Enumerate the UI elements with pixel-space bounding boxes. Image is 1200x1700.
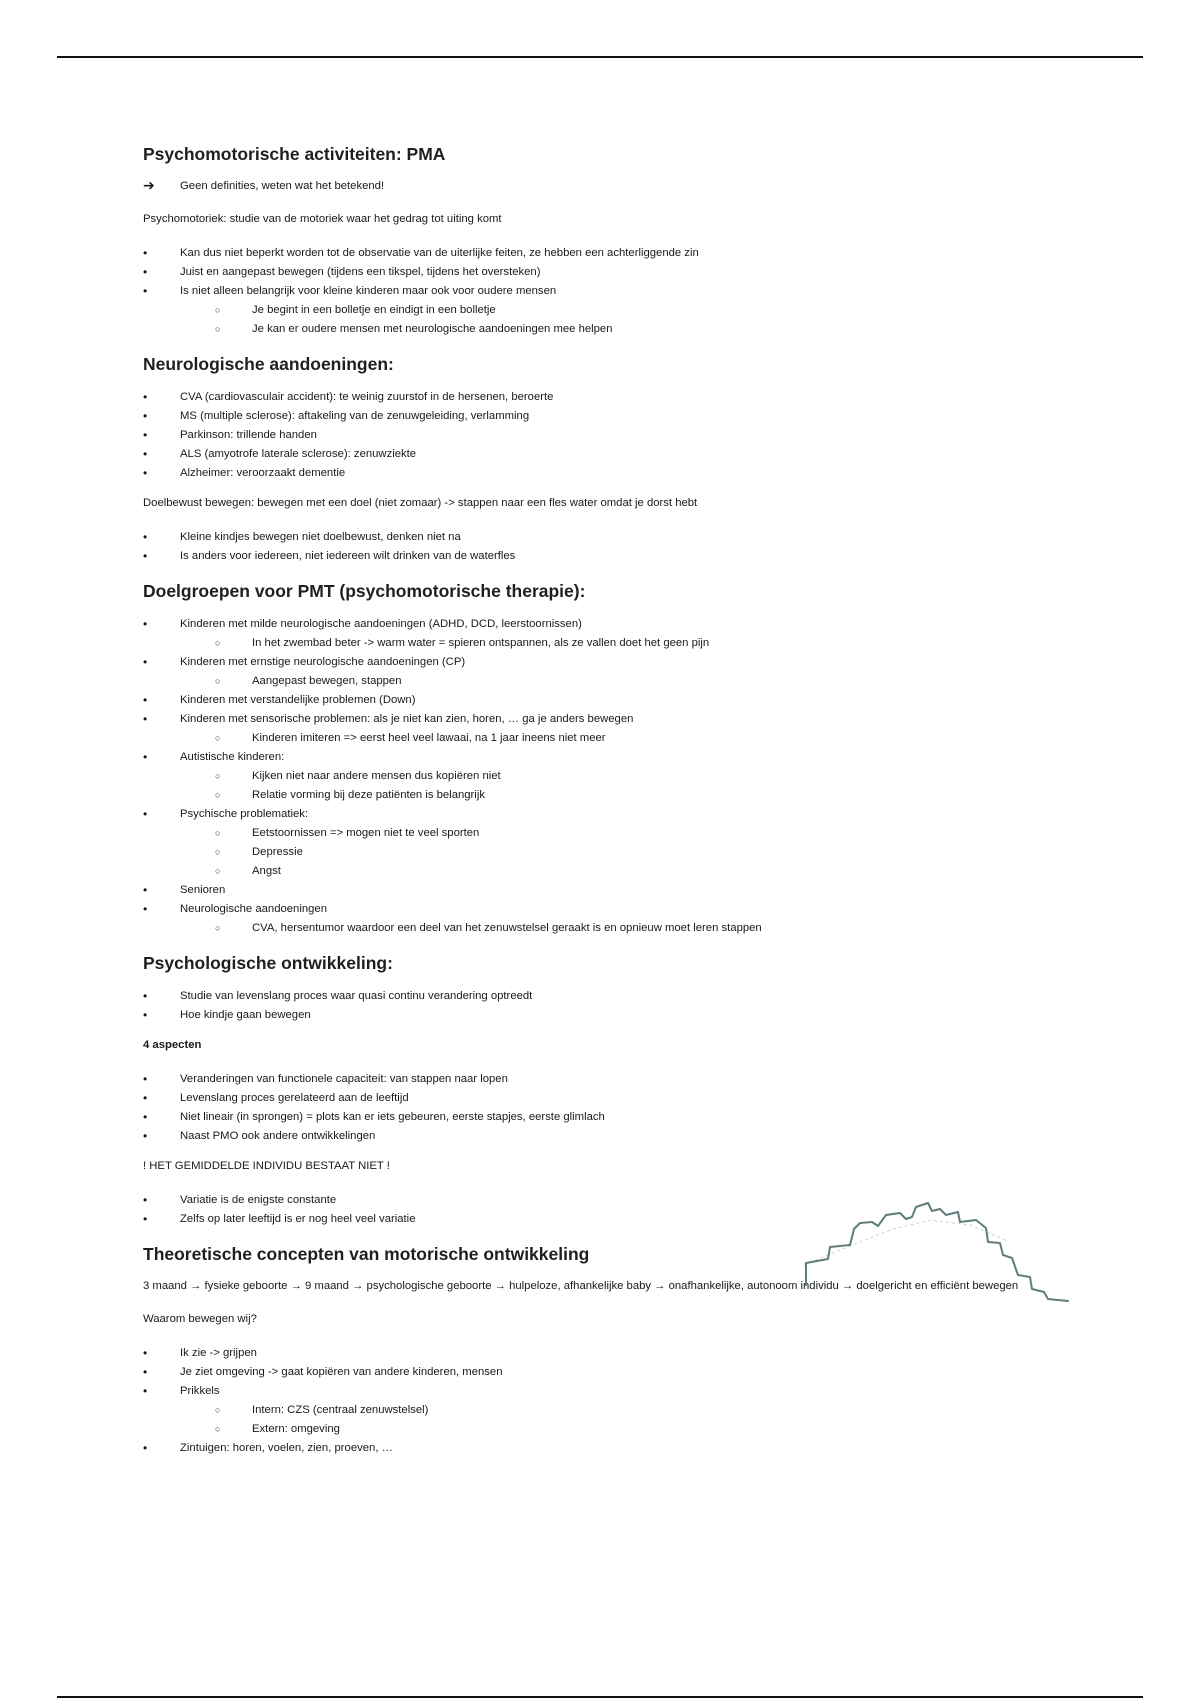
sub-list-item: ○ Intern: CZS (centraal zenuwstelsel) [143, 1401, 1073, 1420]
section-title-psych: Psychologische ontwikkeling: [143, 953, 393, 973]
list-item: • Senioren [143, 881, 1073, 900]
list-item: • Kinderen met verstandelijke problemen (Down) [143, 691, 1073, 710]
pma-bullet-list [143, 244, 1073, 339]
section-title-theory: Theoretische concepten van motorische ontwikkeling [143, 1244, 590, 1264]
list-item: • Variatie is de enigste constante [143, 1191, 1073, 1210]
list-item: • MS (multiple sclerose): aftakeling van de zenuwgeleiding, verlamming [143, 407, 1073, 426]
list-item: • Juist en aangepast bewegen (tijdens een tikspel, tijdens het oversteken) [143, 263, 1073, 282]
list-item: • Levenslang proces gerelateerd aan de leeftijd [143, 1089, 1073, 1108]
goal-definition: Doelbewust bewegen: bewegen met een doel (niet zomaar) -> stappen naar een fles water omdat je dorst hebt [143, 497, 698, 509]
list-item: • Neurologische aandoeningen [143, 900, 1073, 919]
list-item: • Je ziet omgeving -> gaat kopiëren van andere kinderen, mensen [143, 1363, 1073, 1382]
list-item: • Niet lineair (in sprongen) = plots kan er iets gebeuren, eerste stapjes, eerste glimlach [143, 1108, 1073, 1127]
section-title-pma: Psychomotorische activiteiten: PMA [143, 144, 446, 164]
list-item: • CVA (cardiovasculair accident): te weinig zuurstof in de hersenen, beroerte [143, 388, 1073, 407]
list-item: • Kinderen met ernstige neurologische aandoeningen (CP) [143, 653, 1073, 672]
list-item: • Zintuigen: horen, voelen, zien, proeven, … [143, 1439, 1073, 1458]
arrow-note: ➔ Geen definities, weten wat het betekend! [143, 177, 385, 193]
list-item: • Ik zie -> grijpen [143, 1344, 1073, 1363]
sub-list-item: ○ Angst [143, 862, 1073, 881]
pma-definition: Psychomotoriek: studie van de motoriek waar het gedrag tot uiting komt [143, 213, 502, 225]
dashed-trend-line [804, 1220, 1005, 1265]
sub-list-item: ○ Kinderen imiteren => eerst heel veel lawaai, na 1 jaar ineens niet meer [143, 729, 1073, 748]
list-item: • Veranderingen van functionele capaciteit: van stappen naar lopen [143, 1070, 1073, 1089]
list-item: • ALS (amyotrofe laterale sclerose): zenuwziekte [143, 445, 1073, 464]
sub-list-item: ○ Eetstoornissen => mogen niet te veel sporten [143, 824, 1073, 843]
pmt-bullet-list [143, 615, 1073, 938]
list-item: • Kan dus niet beperkt worden tot de observatie van de uiterlijke feiten, ze hebben een achterliggende zin [143, 244, 1073, 263]
sub-list-item: ○ Je kan er oudere mensen met neurologische aandoeningen mee helpen [143, 320, 1073, 339]
list-item: • Hoe kindje gaan bewegen [143, 1006, 1073, 1025]
list-item: • Parkinson: trillende handen [143, 426, 1073, 445]
section-title-pmt: Doelgroepen voor PMT (psychomotorische therapie): [143, 581, 586, 601]
sub-list-item: ○ In het zwembad beter -> warm water = spieren ontspannen, als ze vallen doet het geen pijn [143, 634, 1073, 653]
list-item: • Alzheimer: veroorzaakt dementie [143, 464, 1073, 483]
list-item: • Is niet alleen belangrijk voor kleine kinderen maar ook voor oudere mensen [143, 282, 1073, 301]
goal-bullet-list [143, 528, 1073, 566]
sub-list-item: ○ Extern: omgeving [143, 1420, 1073, 1439]
step-wave-illustration [800, 1195, 1085, 1310]
sub-list-item: ○ Relatie vorming bij deze patiënten is belangrijk [143, 786, 1073, 805]
list-item: • Autistische kinderen: [143, 748, 1073, 767]
psych-bullet-list [143, 987, 1073, 1025]
list-item: • Kinderen met milde neurologische aandoeningen (ADHD, DCD, leerstoornissen) [143, 615, 1073, 634]
list-item: • Psychische problematiek: [143, 805, 1073, 824]
list-item: • Kleine kindjes bewegen niet doelbewust, denken niet na [143, 528, 1073, 547]
sub-list-item: ○ Aangepast bewegen, stappen [143, 672, 1073, 691]
sub-list-item: ○ Je begint in een bolletje en eindigt in een bolletje [143, 301, 1073, 320]
sub-list-item: ○ Kijken niet naar andere mensen dus kopiëren niet [143, 767, 1073, 786]
list-item: • Kinderen met sensorische problemen: als je niet kan zien, horen, … ga je anders bewegen [143, 710, 1073, 729]
list-item: • Zelfs op later leeftijd is er nog heel veel variatie [143, 1210, 1073, 1229]
list-item: • Naast PMO ook andere ontwikkelingen [143, 1127, 1073, 1146]
sub-list-item: ○ CVA, hersentumor waardoor een deel van het zenuwstelsel geraakt is en opnieuw moet leren stappen [143, 919, 1073, 938]
list-item: • Studie van levenslang proces waar quasi continu verandering optreedt [143, 987, 1073, 1006]
sub-list-item: ○ Depressie [143, 843, 1073, 862]
theory-bullet-list [143, 1344, 1073, 1458]
aspects-label: 4 aspecten [143, 1039, 202, 1051]
development-sequence: 3 maand → fysieke geboorte → 9 maand → psychologische geboorte → hulpeloze, afhankelijke baby → onafhankelijke, autonoom individu → doelgericht en efficiënt bewegen [143, 1280, 1019, 1292]
footer-rule [57, 1696, 1143, 1698]
list-item: • Is anders voor iedereen, niet iedereen wilt drinken van de waterfles [143, 547, 1073, 566]
aspects-list [143, 1070, 1073, 1146]
section-title-neuro: Neurologische aandoeningen: [143, 354, 394, 374]
notice-text: ! HET GEMIDDELDE INDIVIDU BESTAAT NIET ! [143, 1160, 390, 1172]
question-text: Waarom bewegen wij? [143, 1313, 257, 1325]
list-item: • Prikkels [143, 1382, 1073, 1401]
header-rule [57, 56, 1143, 58]
step-curve [806, 1203, 1068, 1301]
neuro-bullet-list [143, 388, 1073, 483]
right-arrow-icon: ➔ [143, 177, 155, 193]
